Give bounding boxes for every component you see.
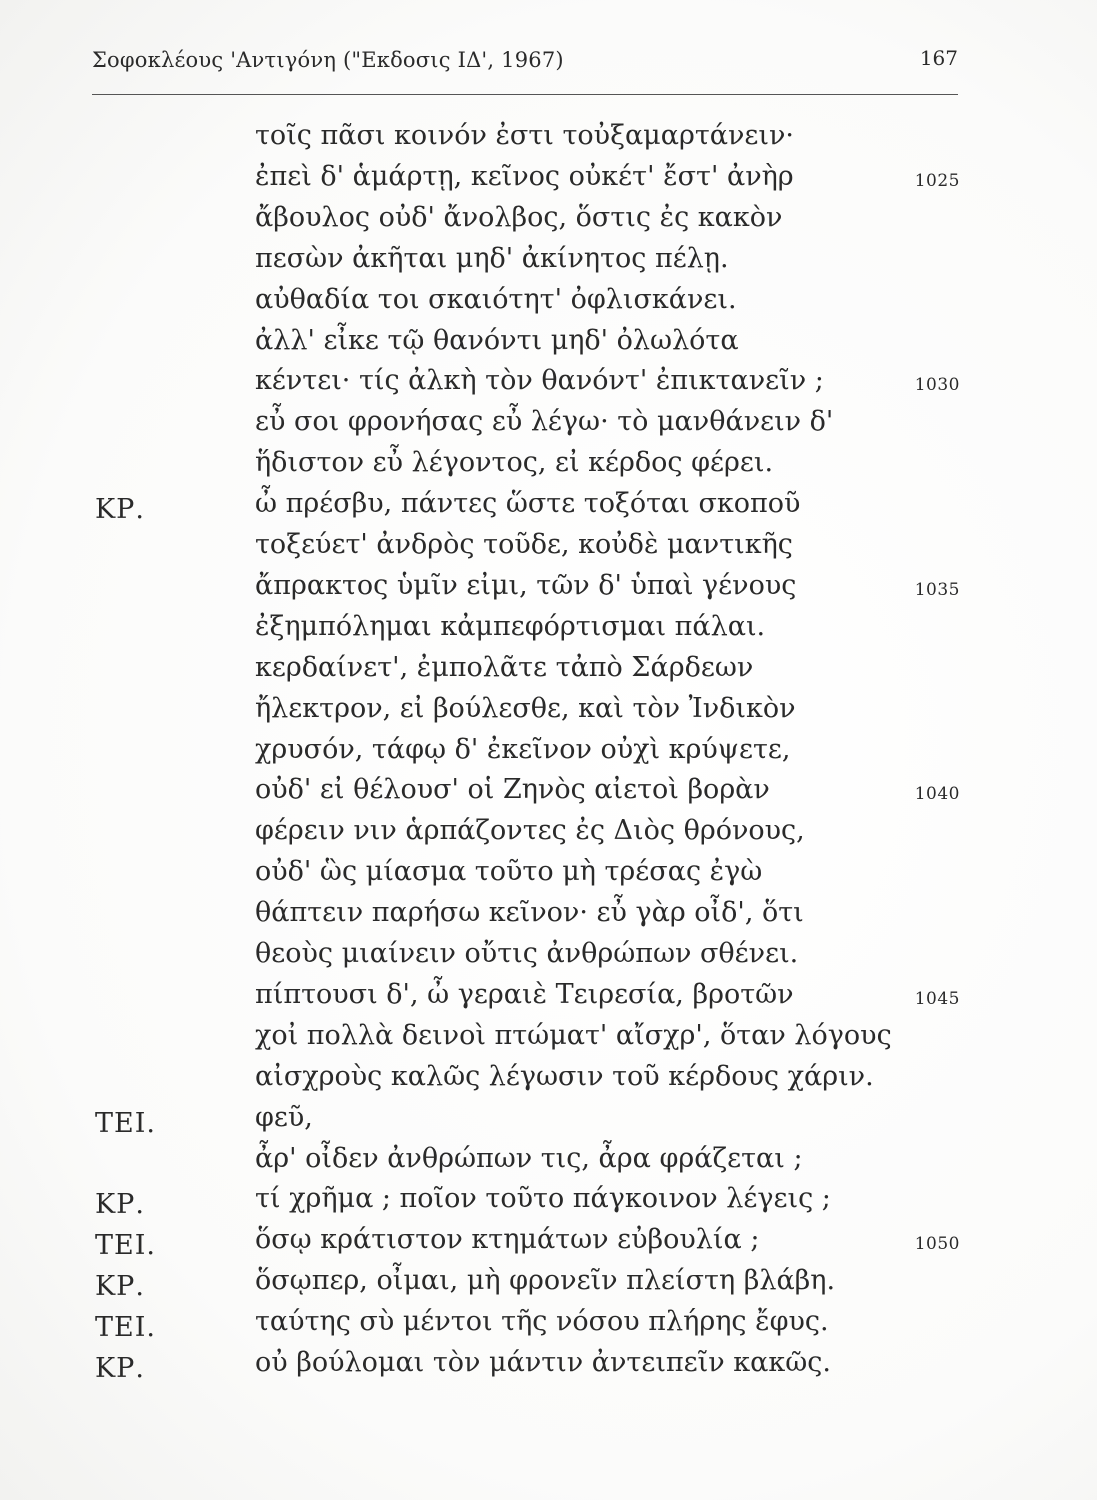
verse-text: ἄβουλος οὐδ' ἄνολβος, ὅστις ἐς κακὸν [255, 201, 783, 233]
speaker-label: ΚΡ. [95, 1353, 145, 1384]
verse-text: θάπτειν παρήσω κεῖνον· εὖ γὰρ οἶδ', ὅτι [255, 897, 804, 929]
verse-text: ἆρ' οἶδεν ἀνθρώπων τις, ἆρα φράζεται ; [255, 1142, 803, 1174]
speaker-label: ΤΕΙ. [95, 1107, 156, 1139]
verse-text: τοῖς πᾶσι κοινόν ἐστι τοὐξαμαρτάνειν· [255, 120, 794, 151]
verse-line [0, 284, 1097, 324]
verse-line [0, 856, 1097, 896]
verse-line [0, 570, 1097, 610]
verse-text: χρυσόν, τάφῳ δ' ἐκεῖνον οὐχὶ κρύψετε, [255, 733, 791, 765]
verse-line [0, 325, 1097, 365]
verse-text: τοξεύετ' ἀνδρὸς τοῦδε, κοὐδὲ μαντικῆς [255, 529, 793, 560]
verse-text: ἥδιστον εὖ λέγοντος, εἰ κέρδος φέρει. [255, 447, 774, 479]
verse-line [0, 406, 1097, 446]
verse-line [0, 1102, 1097, 1142]
verse-line [0, 1224, 1097, 1264]
verse-text: οὐδ' εἰ θέλουσ' οἱ Ζηνὸς αἰετοὶ βορὰν [255, 774, 770, 806]
verse-text: χοἰ πολλὰ δεινοὶ πτώματ' αἴσχρ', ὅταν λόγους [255, 1019, 892, 1051]
line-number: 1035 [914, 579, 960, 600]
speaker-label: ΤΕΙ. [95, 1230, 156, 1262]
verse-text: ἐπεὶ δ' ἁμάρτῃ, κεῖνος οὐκέτ' ἔστ' ἀνὴρ [255, 160, 794, 192]
verse-line [0, 652, 1097, 692]
verse-line [0, 1061, 1097, 1101]
verse-text: ἀλλ' εἶκε τῷ θανόντι μηδ' ὀλωλότα [255, 324, 739, 356]
speaker-label: ΚΡ. [95, 1189, 145, 1221]
verse-line [0, 734, 1097, 774]
page-number: 167 [919, 46, 958, 70]
verse-line [0, 447, 1097, 487]
line-number: 1040 [914, 784, 960, 805]
verse-text: κερδαίνετ', ἐμπολᾶτε τἀπὸ Σάρδεων [255, 651, 754, 683]
verse-text: αἰσχροὺς καλῶς λέγωσιν τοῦ κέρδους χάριν. [255, 1060, 874, 1092]
verse-text: εὖ σοι φρονήσας εὖ λέγω· τὸ μανθάνειν δ' [255, 406, 834, 438]
verse-line [0, 365, 1097, 405]
verse-text: αὐθαδία τοι σκαιότητ' ὀφλισκάνει. [255, 283, 737, 315]
verse-line [0, 1306, 1097, 1346]
line-number: 1030 [914, 375, 960, 396]
line-number: 1025 [914, 170, 960, 191]
verse-line [0, 202, 1097, 242]
verse-text: τί χρῆμα ; ποῖον τοῦτο πάγκοινον λέγεις ; [255, 1183, 831, 1215]
verse-text: φέρειν νιν ἁρπάζοντες ἐς Διὸς θρόνους, [255, 815, 805, 847]
verse-line [0, 1265, 1097, 1305]
verse-text: ἐξημπόλημαι κἀμπεφόρτισμαι πάλαι. [255, 610, 766, 642]
verse-line [0, 120, 1097, 160]
verse-line [0, 243, 1097, 283]
verse-line [0, 693, 1097, 733]
speaker-label: ΚΡ. [95, 494, 145, 526]
verse-line [0, 938, 1097, 978]
verse-text: ταύτης σὺ μέντοι τῆς νόσου πλήρης ἔφυς. [255, 1306, 829, 1338]
verse-text: ἤλεκτρον, εἰ βούλεσθε, καὶ τὸν Ἰνδικὸν [255, 692, 796, 724]
verse-text: ὅσῳ κράτιστον κτημάτων εὐβουλία ; [255, 1224, 760, 1256]
verse-text: πίπτουσι δ', ὦ γεραιὲ Τειρεσία, βροτῶν [255, 978, 794, 1010]
verse-text: κέντει· τίς ἀλκὴ τὸν θανόντ' ἐπικτανεῖν ; [255, 365, 824, 397]
speaker-label: ΤΕΙ. [95, 1312, 156, 1344]
verse-line [0, 1347, 1097, 1387]
verse-line [0, 1020, 1097, 1060]
verse-line [0, 611, 1097, 651]
verse-line [0, 1143, 1097, 1183]
verse-text: πεσὼν ἀκῆται μηδ' ἀκίνητος πέλῃ. [255, 242, 729, 274]
verse-text: θεοὺς μιαίνειν οὔτις ἀνθρώπων σθένει. [255, 938, 799, 969]
line-number: 1045 [914, 988, 960, 1009]
verse-line [0, 488, 1097, 528]
speaker-label: ΚΡ. [95, 1271, 145, 1303]
verse-text: οὐδ' ὣς μίασμα τοῦτο μὴ τρέσας ἐγὼ [255, 856, 763, 888]
running-title: Σοφοκλέους 'Αντιγόνη ("Εκδοσις ΙΔ', 1967) [92, 48, 564, 72]
line-number: 1050 [914, 1234, 960, 1255]
verse-line [0, 815, 1097, 855]
verse-text: ὦ πρέσβυ, πάντες ὥστε τοξόται σκοποῦ [255, 488, 801, 520]
verse-line [0, 161, 1097, 201]
verse-line [0, 774, 1097, 814]
verse-text: οὐ βούλομαι τὸν μάντιν ἀντειπεῖν κακῶς. [255, 1347, 831, 1378]
verse-line [0, 529, 1097, 569]
verse-text: ἄπρακτος ὑμῖν εἰμι, τῶν δ' ὑπαὶ γένους [255, 569, 797, 601]
verse-line [0, 1183, 1097, 1223]
verse-text: ὅσῳπερ, οἶμαι, μὴ φρονεῖν πλείστη βλάβη. [255, 1265, 836, 1297]
verse-line [0, 979, 1097, 1019]
verse-line [0, 897, 1097, 937]
verse-text: φεῦ, [255, 1101, 313, 1133]
